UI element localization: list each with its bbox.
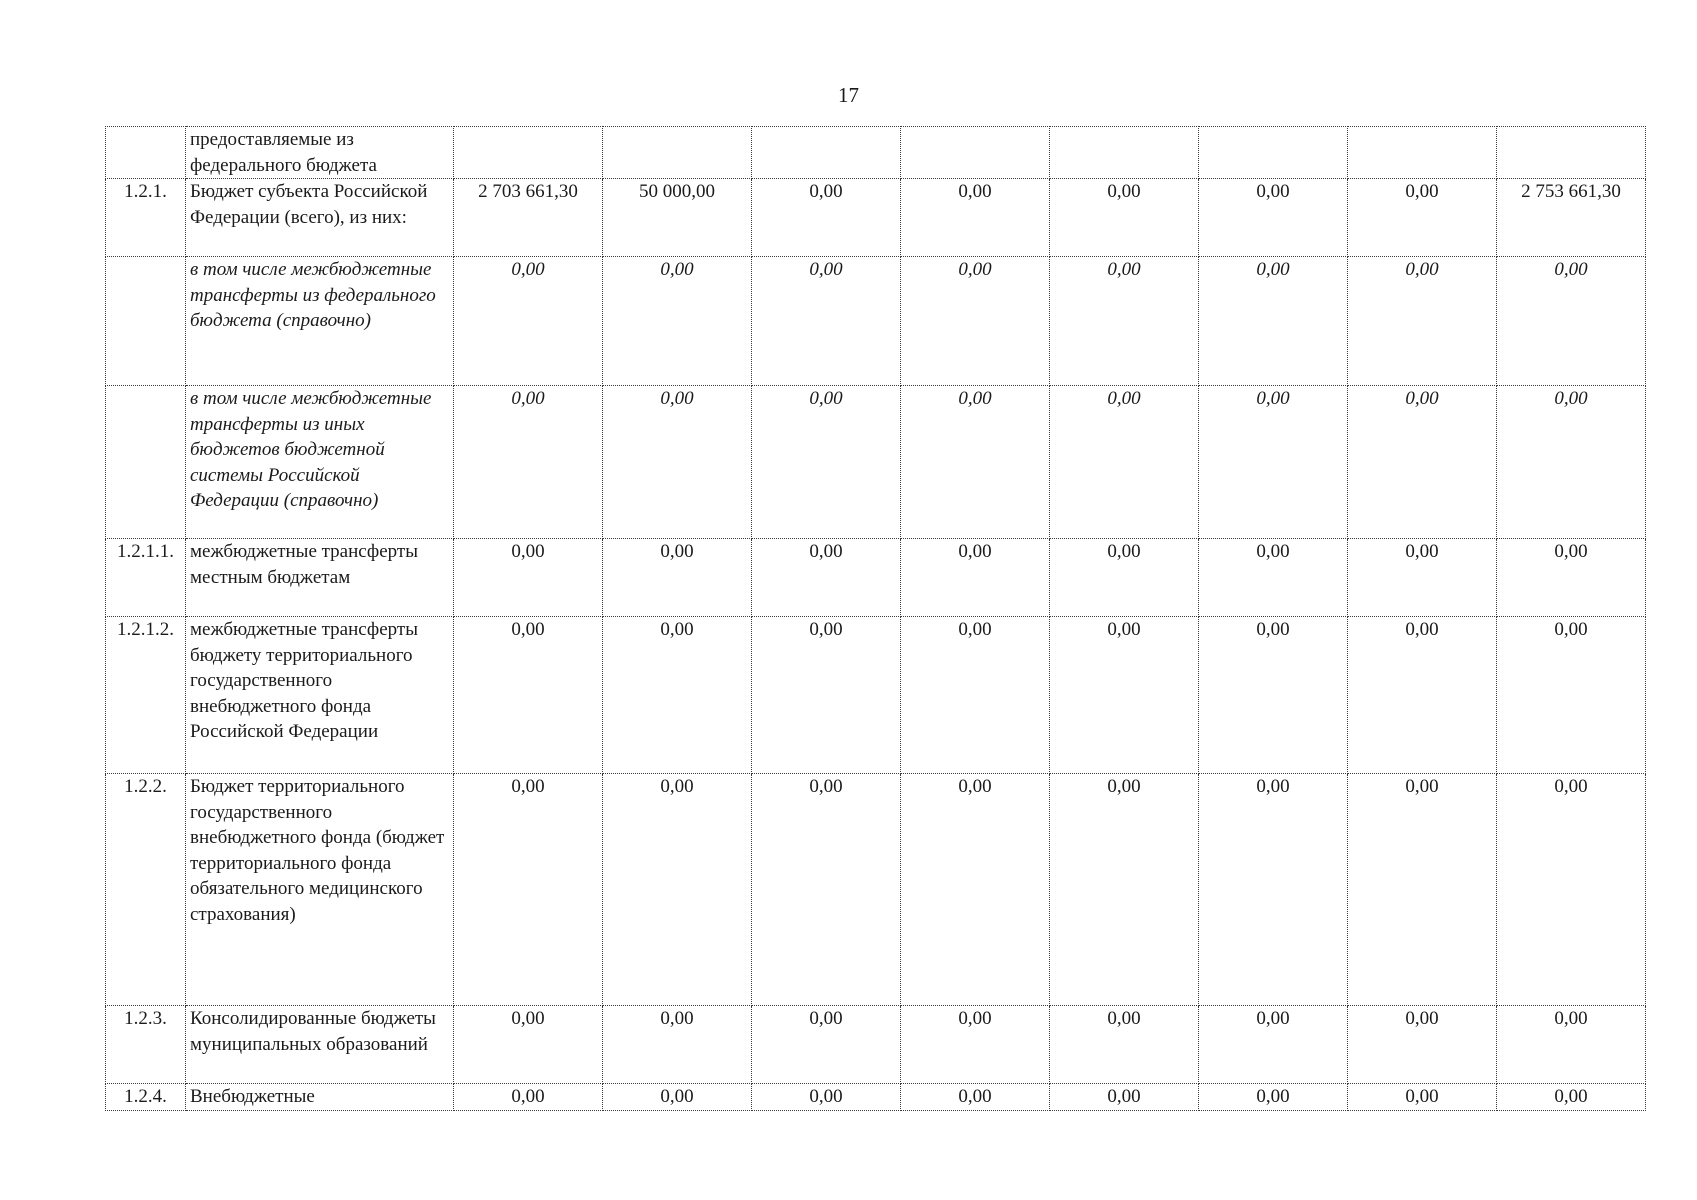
value-cell: 0,00: [1497, 617, 1646, 774]
row-name: в том числе межбюджетные трансферты из федерального бюджета (справочно): [186, 257, 454, 386]
value-cell: 2 753 661,30: [1497, 179, 1646, 257]
value-cell: 0,00: [454, 774, 603, 1006]
value-cell: 0,00: [603, 1006, 752, 1084]
value-cell: [1497, 127, 1646, 179]
value-cell: [1050, 127, 1199, 179]
value-cell: 2 703 661,30: [454, 179, 603, 257]
value-cell: [1199, 127, 1348, 179]
value-cell: 0,00: [1497, 257, 1646, 386]
value-cell: 0,00: [1199, 386, 1348, 539]
value-cell: 0,00: [1199, 617, 1348, 774]
row-name: в том числе межбюджетные трансферты из иных бюджетов бюджетной системы Российской Федерации (справочно): [186, 386, 454, 539]
value-cell: 0,00: [752, 617, 901, 774]
row-name: Внебюджетные: [186, 1084, 454, 1111]
value-cell: [603, 127, 752, 179]
value-cell: 0,00: [1199, 1006, 1348, 1084]
value-cell: 0,00: [454, 539, 603, 617]
value-cell: [752, 127, 901, 179]
value-cell: 0,00: [1199, 257, 1348, 386]
value-cell: 0,00: [1348, 774, 1497, 1006]
value-cell: 0,00: [1348, 257, 1497, 386]
value-cell: 0,00: [901, 1084, 1050, 1111]
value-cell: 0,00: [752, 179, 901, 257]
row-name: Бюджет территориального государственного внебюджетного фонда (бюджет территориального фонда обязательного медицинского страхования): [186, 774, 454, 1006]
value-cell: 0,00: [901, 386, 1050, 539]
value-cell: 0,00: [603, 1084, 752, 1111]
value-cell: 0,00: [454, 1084, 603, 1111]
value-cell: 0,00: [752, 1084, 901, 1111]
value-cell: 0,00: [901, 1006, 1050, 1084]
row-code: 1.2.1.2.: [106, 617, 186, 774]
value-cell: 0,00: [752, 1006, 901, 1084]
row-name: предоставляемые из федерального бюджета: [186, 127, 454, 179]
value-cell: 0,00: [1199, 774, 1348, 1006]
table-row: [106, 386, 1646, 539]
value-cell: 0,00: [1050, 179, 1199, 257]
value-cell: 0,00: [603, 539, 752, 617]
table-row: [106, 1084, 1646, 1111]
value-cell: 0,00: [1050, 257, 1199, 386]
value-cell: 0,00: [1050, 774, 1199, 1006]
value-cell: 0,00: [901, 617, 1050, 774]
row-name: Бюджет субъекта Российской Федерации (всего), из них:: [186, 179, 454, 257]
value-cell: 0,00: [603, 257, 752, 386]
value-cell: 0,00: [1199, 1084, 1348, 1111]
table-row: [106, 617, 1646, 774]
value-cell: 0,00: [603, 617, 752, 774]
value-cell: 0,00: [1050, 386, 1199, 539]
value-cell: 0,00: [1497, 539, 1646, 617]
row-code: 1.2.1.1.: [106, 539, 186, 617]
table-row: [106, 257, 1646, 386]
value-cell: 0,00: [1348, 617, 1497, 774]
row-name: межбюджетные трансферты бюджету территориального государственного внебюджетного фонда Российской Федерации: [186, 617, 454, 774]
value-cell: 0,00: [1497, 386, 1646, 539]
row-code: 1.2.4.: [106, 1084, 186, 1111]
value-cell: 0,00: [454, 386, 603, 539]
value-cell: 0,00: [454, 257, 603, 386]
page-number: 17: [838, 83, 859, 107]
value-cell: 0,00: [1199, 179, 1348, 257]
value-cell: 0,00: [901, 257, 1050, 386]
value-cell: [901, 127, 1050, 179]
value-cell: 0,00: [1497, 1006, 1646, 1084]
row-code: 1.2.2.: [106, 774, 186, 1006]
row-code: 1.2.1.: [106, 179, 186, 257]
table-row: [106, 539, 1646, 617]
value-cell: [1348, 127, 1497, 179]
row-name: межбюджетные трансферты местным бюджетам: [186, 539, 454, 617]
value-cell: 0,00: [752, 386, 901, 539]
value-cell: 0,00: [752, 539, 901, 617]
table-row: [106, 179, 1646, 257]
value-cell: 0,00: [603, 774, 752, 1006]
value-cell: 0,00: [901, 539, 1050, 617]
value-cell: 0,00: [1050, 539, 1199, 617]
table-row: [106, 774, 1646, 1006]
row-code: 1.2.3.: [106, 1006, 186, 1084]
value-cell: 50 000,00: [603, 179, 752, 257]
value-cell: 0,00: [454, 617, 603, 774]
value-cell: [454, 127, 603, 179]
row-code: [106, 386, 186, 539]
row-code: [106, 257, 186, 386]
value-cell: 0,00: [1050, 1006, 1199, 1084]
value-cell: 0,00: [752, 774, 901, 1006]
value-cell: 0,00: [454, 1006, 603, 1084]
value-cell: 0,00: [1348, 1006, 1497, 1084]
value-cell: 0,00: [1348, 1084, 1497, 1111]
value-cell: 0,00: [1050, 617, 1199, 774]
row-code: [106, 127, 186, 179]
value-cell: 0,00: [603, 386, 752, 539]
value-cell: 0,00: [1348, 179, 1497, 257]
value-cell: 0,00: [1199, 539, 1348, 617]
value-cell: 0,00: [1497, 774, 1646, 1006]
row-name: Консолидированные бюджеты муниципальных образований: [186, 1006, 454, 1084]
value-cell: 0,00: [901, 179, 1050, 257]
budget-table: [105, 126, 1646, 1111]
value-cell: 0,00: [1348, 386, 1497, 539]
value-cell: 0,00: [1348, 539, 1497, 617]
table-row: [106, 127, 1646, 179]
value-cell: 0,00: [752, 257, 901, 386]
value-cell: 0,00: [901, 774, 1050, 1006]
table-row: [106, 1006, 1646, 1084]
value-cell: 0,00: [1050, 1084, 1199, 1111]
value-cell: 0,00: [1497, 1084, 1646, 1111]
